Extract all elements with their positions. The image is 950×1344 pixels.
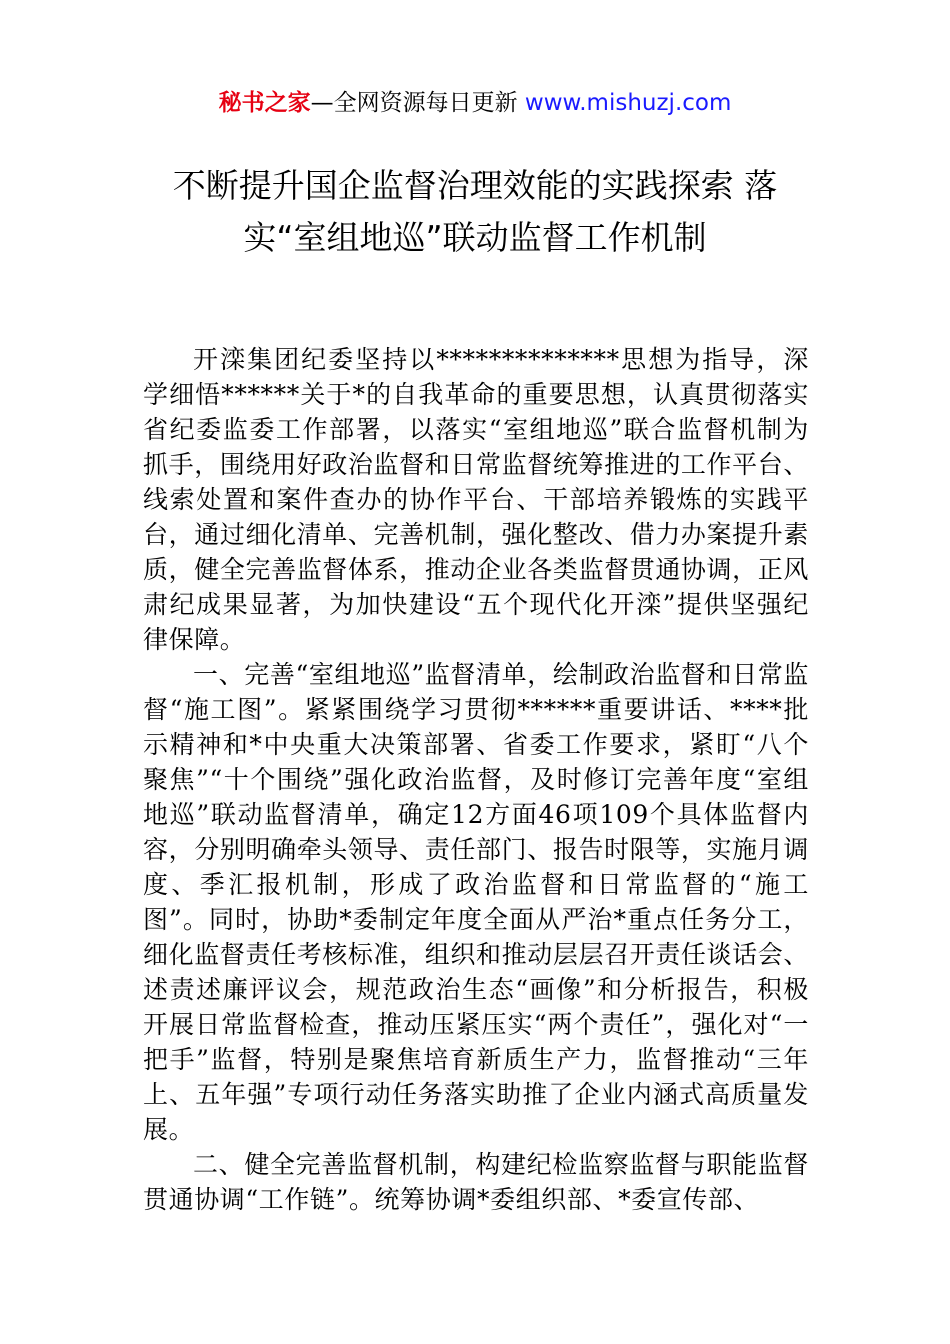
- document-title: [130, 160, 820, 264]
- paragraph-section-2: 二、健全完善监督机制，构建纪检监察监督与职能监督贯通协调“工作链”。统筹协调*委组织部、*委宣传部、: [143, 1150, 809, 1214]
- document-body: [143, 342, 809, 1217]
- site-url-link[interactable]: www.mishuzj.com: [524, 90, 732, 116]
- site-header: [0, 86, 950, 120]
- site-tagline: —全网资源每日更新: [310, 90, 525, 116]
- title-line-2: 实“室组地巡”联动监督工作机制: [243, 218, 707, 257]
- site-brand: 秘书之家: [218, 90, 311, 116]
- title-line-1: 不断提升国企监督治理效能的实践探索 落: [172, 166, 778, 205]
- paragraph-intro: 开滦集团纪委坚持以**************思想为指导，深学细悟******关于*的自我革命的重要思想，认真贯彻落实省纪委监委工作部署，以落实“室组地巡”联合监督机制为抓手，围绕用好政治监督和日常监督统筹推进的工作平台、线索处置和案件查办的协作平台、干部培养锻炼的实践平台，通过细化清单、完善机制，强化整改、借力办案提升素质，健全完善监督体系，推动企业各类监督贯通协调，正风肃纪成果显著，为加快建设“五个现代化开滦”提供坚强纪律保障。: [143, 345, 809, 654]
- paragraph-section-1: 一、完善“室组地巡”监督清单，绘制政治监督和日常监督“施工图”。紧紧围绕学习贯彻******重要讲话、****批示精神和*中央重大决策部署、省委工作要求，紧盯“八个聚焦”“十个围绕”强化政治监督，及时修订完善年度“室组地巡”联动监督清单，确定12方面46项109个具体监督内容，分别明确牵头领导、责任部门、报告时限等，实施月调度、季汇报机制，形成了政治监督和日常监督的“施工图”。同时，协助*委制定年度全面从严治*重点任务分工，细化监督责任考核标准，组织和推动层层召开责任谈话会、述责述廉评议会，规范政治生态“画像”和分析报告，积极开展日常监督检查，推动压紧压实“两个责任”，强化对“一把手”监督，特别是聚焦培育新质生产力，监督推动“三年上、五年强”专项行动任务落实助推了企业内涵式高质量发展。: [143, 660, 809, 1144]
